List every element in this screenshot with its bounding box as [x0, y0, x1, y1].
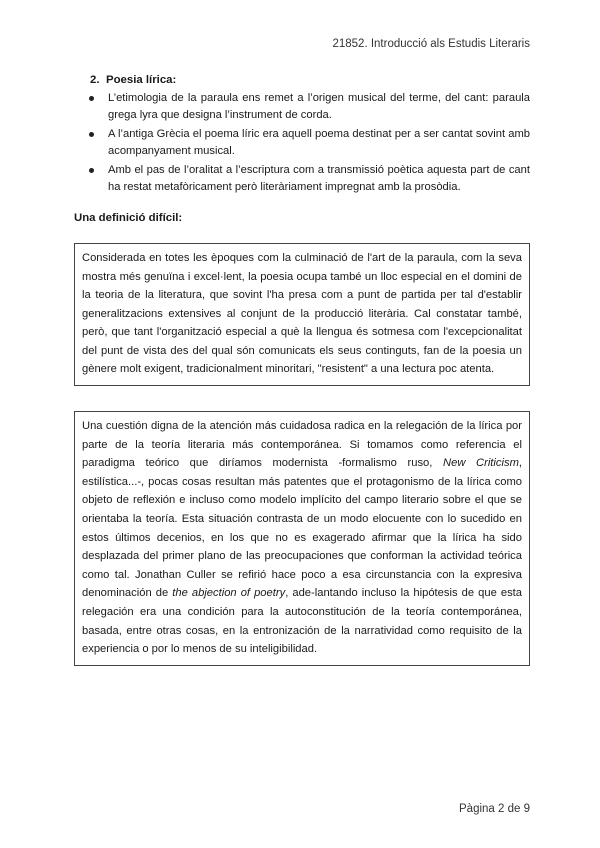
quote-box-catalan: [74, 243, 530, 386]
quote-text-part: Una cuestión digna de la atención más cuidadosa radica en la relegación de la lírica por parte de la teoría literaria más contemporánea. Si tomamos como referencia el paradigma teórico que diríamos modernista -formalismo ruso,: [82, 420, 522, 470]
quote-box-spanish: [74, 411, 530, 666]
section-poesia-lirica: [74, 72, 530, 198]
bullet-list: [74, 90, 530, 196]
quote-italic-abjection: the abjection of poetry: [172, 587, 286, 600]
quote-text: [82, 417, 522, 659]
bullet-text: Amb el pas de l’oralitat a l’escriptura com a transmissió poètica aquesta part de cant ha restat metafòricament però literàriament impregnat amb la prosòdia.: [108, 164, 530, 194]
bullet-text: A l’antiga Grècia el poema líric era aquell poema destinat per a ser cantat sovint amb acompanyament musical.: [108, 128, 530, 158]
bullet-text: L’etimologia de la paraula ens remet a l’origen musical del terme, del cant: paraula grega lyra que designa l’instrument de corda.: [108, 92, 530, 122]
subheading-definicio: Una definició difícil:: [74, 212, 183, 224]
bullet-dot-icon: [89, 96, 94, 101]
quote-italic-new-criticism: New Criticism: [443, 457, 519, 470]
page-number: Pàgina 2 de 9: [459, 803, 530, 815]
section-title-text: Poesia lírica:: [106, 74, 177, 86]
list-item: [74, 90, 530, 124]
list-item: [74, 126, 530, 160]
quote-text-part: , estilística...-, pocas cosas resultan más patentes que el protagonismo de la lírica como objeto de reflexión e incluso como modelo implícito del campo literario sobre el que se orientaba la teoría. Esta situación contrasta de un modo elocuente con lo sucedido en estos últimos decenios, en los que no es exagerado afirmar que la lírica ha sido desplazada del primer plano de las preocupaciones que conforman la actividad teórica como tal. Jonathan Culler se refirió hace poco a esa circunstancia con la expresiva denominación de: [82, 457, 523, 600]
bullet-dot-icon: [89, 132, 94, 137]
list-item: [74, 162, 530, 196]
section-number: 2.: [90, 74, 100, 86]
section-title: [90, 72, 530, 89]
quote-text-part: , ade-lantando incluso la hipótesis de que esta relegación era una condición para la autoconstitución de la teoría contemporánea, basada, entre otras cosas, en la entronización de la narratividad como requisito de la experiencia o por lo menos de su inteligibilidad.: [82, 587, 522, 656]
page-header: 21852. Introducció als Estudis Literaris: [332, 38, 530, 50]
bullet-dot-icon: [89, 168, 94, 173]
quote-text: Considerada en totes les èpoques com la culminació de l'art de la paraula, com la seva mostra més genuïna i excel·lent, la poesia ocupa també un lloc especial en el domini de la teoria de la literatura, que sovint l'ha presa com a punt de partida per tal d'establir generalitzacions extensives al conjunt de la producció literària. Cal constatar també, però, que tant l'organització especial a què la llengua és sotmesa com l'excepcionalitat del punt de vista des del qual són comunicats els seus continguts, fan de la poesia un gènere molt exigent, tradicionalment minoritari, "resistent" a una lectura poc atenta.: [82, 252, 522, 375]
